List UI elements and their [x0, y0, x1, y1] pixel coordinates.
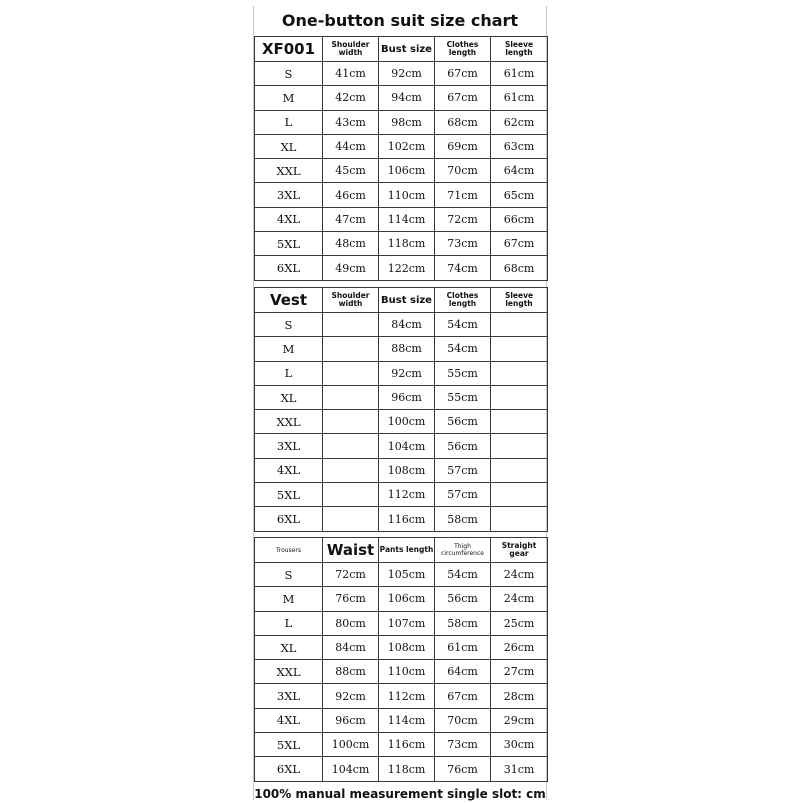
table-row: [255, 337, 548, 361]
measurement-cell: 84cm: [323, 635, 379, 659]
measurement-cell: [491, 361, 548, 385]
measurement-cell: 71cm: [435, 183, 491, 207]
measurement-cell: 58cm: [435, 507, 491, 531]
measurement-cell: 72cm: [323, 563, 379, 587]
header-clothes-length: Clothes length: [435, 288, 491, 313]
measurement-cell: 56cm: [435, 434, 491, 458]
measurement-cell: [491, 458, 548, 482]
header-bust-size: Bust size: [379, 37, 435, 62]
measurement-cell: [323, 434, 379, 458]
vest-label: Vest: [255, 288, 323, 313]
footer-note: 100% manual measurement single slot: cm: [254, 787, 546, 801]
header-sleeve-length: Sleeve length: [491, 37, 548, 62]
model-label: XF001: [255, 37, 323, 62]
measurement-cell: 72cm: [435, 207, 491, 231]
measurement-cell: 62cm: [491, 110, 548, 134]
measurement-cell: 76cm: [435, 757, 491, 781]
table-row: [255, 660, 548, 684]
measurement-cell: 114cm: [379, 708, 435, 732]
measurement-cell: 106cm: [379, 159, 435, 183]
size-cell: XXL: [255, 159, 323, 183]
measurement-cell: 56cm: [435, 410, 491, 434]
table-header-row: [255, 288, 548, 313]
measurement-cell: 88cm: [379, 337, 435, 361]
size-cell: XXL: [255, 660, 323, 684]
measurement-cell: 116cm: [379, 733, 435, 757]
table-row: [255, 434, 548, 458]
measurement-cell: 106cm: [379, 587, 435, 611]
measurement-cell: 92cm: [379, 62, 435, 86]
table-row: [255, 635, 548, 659]
measurement-cell: 68cm: [491, 256, 548, 280]
size-cell: M: [255, 337, 323, 361]
measurement-cell: 102cm: [379, 134, 435, 158]
measurement-cell: 118cm: [379, 757, 435, 781]
measurement-cell: [491, 337, 548, 361]
table-row: [255, 733, 548, 757]
measurement-cell: [491, 410, 548, 434]
suit-size-table: [254, 36, 548, 281]
size-cell: 3XL: [255, 183, 323, 207]
measurement-cell: 24cm: [491, 563, 548, 587]
size-cell: S: [255, 313, 323, 337]
table-row: [255, 410, 548, 434]
measurement-cell: 118cm: [379, 232, 435, 256]
size-cell: M: [255, 587, 323, 611]
table-row: [255, 385, 548, 409]
measurement-cell: 114cm: [379, 207, 435, 231]
size-cell: 5XL: [255, 232, 323, 256]
measurement-cell: [491, 434, 548, 458]
header-waist: Waist: [323, 538, 379, 563]
measurement-cell: 54cm: [435, 563, 491, 587]
measurement-cell: 55cm: [435, 361, 491, 385]
measurement-cell: 67cm: [435, 684, 491, 708]
measurement-cell: 61cm: [435, 635, 491, 659]
measurement-cell: 67cm: [491, 232, 548, 256]
size-chart: [253, 6, 547, 800]
measurement-cell: [491, 385, 548, 409]
header-sleeve-length: Sleeve length: [491, 288, 548, 313]
table-row: [255, 361, 548, 385]
measurement-cell: 84cm: [379, 313, 435, 337]
table-row: [255, 313, 548, 337]
measurement-cell: 54cm: [435, 313, 491, 337]
table-row: [255, 708, 548, 732]
measurement-cell: 66cm: [491, 207, 548, 231]
measurement-cell: 57cm: [435, 483, 491, 507]
measurement-cell: 68cm: [435, 110, 491, 134]
measurement-cell: 55cm: [435, 385, 491, 409]
measurement-cell: 41cm: [323, 62, 379, 86]
table-row: [255, 483, 548, 507]
table-row: [255, 183, 548, 207]
size-cell: S: [255, 62, 323, 86]
table-row: [255, 232, 548, 256]
measurement-cell: 69cm: [435, 134, 491, 158]
size-cell: S: [255, 563, 323, 587]
measurement-cell: 94cm: [379, 86, 435, 110]
measurement-cell: 48cm: [323, 232, 379, 256]
measurement-cell: [323, 410, 379, 434]
measurement-cell: 44cm: [323, 134, 379, 158]
measurement-cell: 116cm: [379, 507, 435, 531]
measurement-cell: 54cm: [435, 337, 491, 361]
measurement-cell: 42cm: [323, 86, 379, 110]
table-header-row: [255, 37, 548, 62]
measurement-cell: 73cm: [435, 232, 491, 256]
measurement-cell: [491, 507, 548, 531]
size-cell: 4XL: [255, 207, 323, 231]
measurement-cell: 96cm: [323, 708, 379, 732]
table-row: [255, 134, 548, 158]
measurement-cell: 107cm: [379, 611, 435, 635]
measurement-cell: 24cm: [491, 587, 548, 611]
size-cell: 5XL: [255, 733, 323, 757]
measurement-cell: 76cm: [323, 587, 379, 611]
table-row: [255, 684, 548, 708]
measurement-cell: 67cm: [435, 62, 491, 86]
measurement-cell: [491, 483, 548, 507]
measurement-cell: 104cm: [379, 434, 435, 458]
measurement-cell: 104cm: [323, 757, 379, 781]
measurement-cell: 28cm: [491, 684, 548, 708]
measurement-cell: 110cm: [379, 660, 435, 684]
measurement-cell: 65cm: [491, 183, 548, 207]
size-cell: L: [255, 110, 323, 134]
measurement-cell: 122cm: [379, 256, 435, 280]
measurement-cell: 43cm: [323, 110, 379, 134]
size-cell: XL: [255, 134, 323, 158]
measurement-cell: 45cm: [323, 159, 379, 183]
measurement-cell: 31cm: [491, 757, 548, 781]
header-shoulder-width: Shoulder width: [323, 288, 379, 313]
measurement-cell: 61cm: [491, 86, 548, 110]
measurement-cell: 70cm: [435, 708, 491, 732]
table-row: [255, 86, 548, 110]
header-straight-gear: Straight gear: [491, 538, 548, 563]
measurement-cell: 58cm: [435, 611, 491, 635]
chart-title: One-button suit size chart: [281, 11, 519, 30]
measurement-cell: 26cm: [491, 635, 548, 659]
size-cell: 4XL: [255, 458, 323, 482]
measurement-cell: 92cm: [323, 684, 379, 708]
measurement-cell: 49cm: [323, 256, 379, 280]
table-row: [255, 256, 548, 280]
size-cell: L: [255, 361, 323, 385]
measurement-cell: 96cm: [379, 385, 435, 409]
size-cell: 6XL: [255, 507, 323, 531]
measurement-cell: 108cm: [379, 458, 435, 482]
measurement-cell: 57cm: [435, 458, 491, 482]
size-cell: L: [255, 611, 323, 635]
table-row: [255, 587, 548, 611]
measurement-cell: 25cm: [491, 611, 548, 635]
size-cell: 6XL: [255, 757, 323, 781]
measurement-cell: 47cm: [323, 207, 379, 231]
table-row: [255, 159, 548, 183]
measurement-cell: 67cm: [435, 86, 491, 110]
measurement-cell: 63cm: [491, 134, 548, 158]
table-row: [255, 611, 548, 635]
header-shoulder-width: Shoulder width: [323, 37, 379, 62]
measurement-cell: 56cm: [435, 587, 491, 611]
size-cell: 5XL: [255, 483, 323, 507]
size-cell: XL: [255, 385, 323, 409]
measurement-cell: 110cm: [379, 183, 435, 207]
size-cell: M: [255, 86, 323, 110]
measurement-cell: 73cm: [435, 733, 491, 757]
measurement-cell: [323, 507, 379, 531]
header-clothes-length: Clothes length: [435, 37, 491, 62]
measurement-cell: 29cm: [491, 708, 548, 732]
header-pants-length: Pants length: [379, 538, 435, 563]
measurement-cell: [491, 313, 548, 337]
table-row: [255, 62, 548, 86]
vest-size-table: [254, 287, 548, 532]
measurement-cell: [323, 385, 379, 409]
measurement-cell: 100cm: [323, 733, 379, 757]
measurement-cell: 61cm: [491, 62, 548, 86]
size-cell: XL: [255, 635, 323, 659]
measurement-cell: 30cm: [491, 733, 548, 757]
size-cell: 3XL: [255, 684, 323, 708]
measurement-cell: 112cm: [379, 483, 435, 507]
table-row: [255, 563, 548, 587]
measurement-cell: 92cm: [379, 361, 435, 385]
measurement-cell: 70cm: [435, 159, 491, 183]
table-row: [255, 458, 548, 482]
measurement-cell: 46cm: [323, 183, 379, 207]
measurement-cell: 80cm: [323, 611, 379, 635]
size-cell: 3XL: [255, 434, 323, 458]
measurement-cell: 64cm: [435, 660, 491, 684]
measurement-cell: 74cm: [435, 256, 491, 280]
size-cell: 6XL: [255, 256, 323, 280]
measurement-cell: 64cm: [491, 159, 548, 183]
table-row: [255, 207, 548, 231]
measurement-cell: [323, 483, 379, 507]
measurement-cell: 100cm: [379, 410, 435, 434]
table-row: [255, 757, 548, 781]
measurement-cell: 105cm: [379, 563, 435, 587]
table-row: [255, 110, 548, 134]
measurement-cell: 108cm: [379, 635, 435, 659]
measurement-cell: 27cm: [491, 660, 548, 684]
trousers-size-table: [254, 537, 548, 782]
measurement-cell: 98cm: [379, 110, 435, 134]
size-cell: 4XL: [255, 708, 323, 732]
measurement-cell: 112cm: [379, 684, 435, 708]
trousers-label: Trousers: [255, 538, 323, 563]
measurement-cell: 88cm: [323, 660, 379, 684]
size-cell: XXL: [255, 410, 323, 434]
table-header-row: [255, 538, 548, 563]
table-row: [255, 507, 548, 531]
measurement-cell: [323, 313, 379, 337]
header-bust-size: Bust size: [379, 288, 435, 313]
header-thigh-circumference: Thigh circumference: [435, 538, 491, 563]
measurement-cell: [323, 337, 379, 361]
measurement-cell: [323, 458, 379, 482]
measurement-cell: [323, 361, 379, 385]
